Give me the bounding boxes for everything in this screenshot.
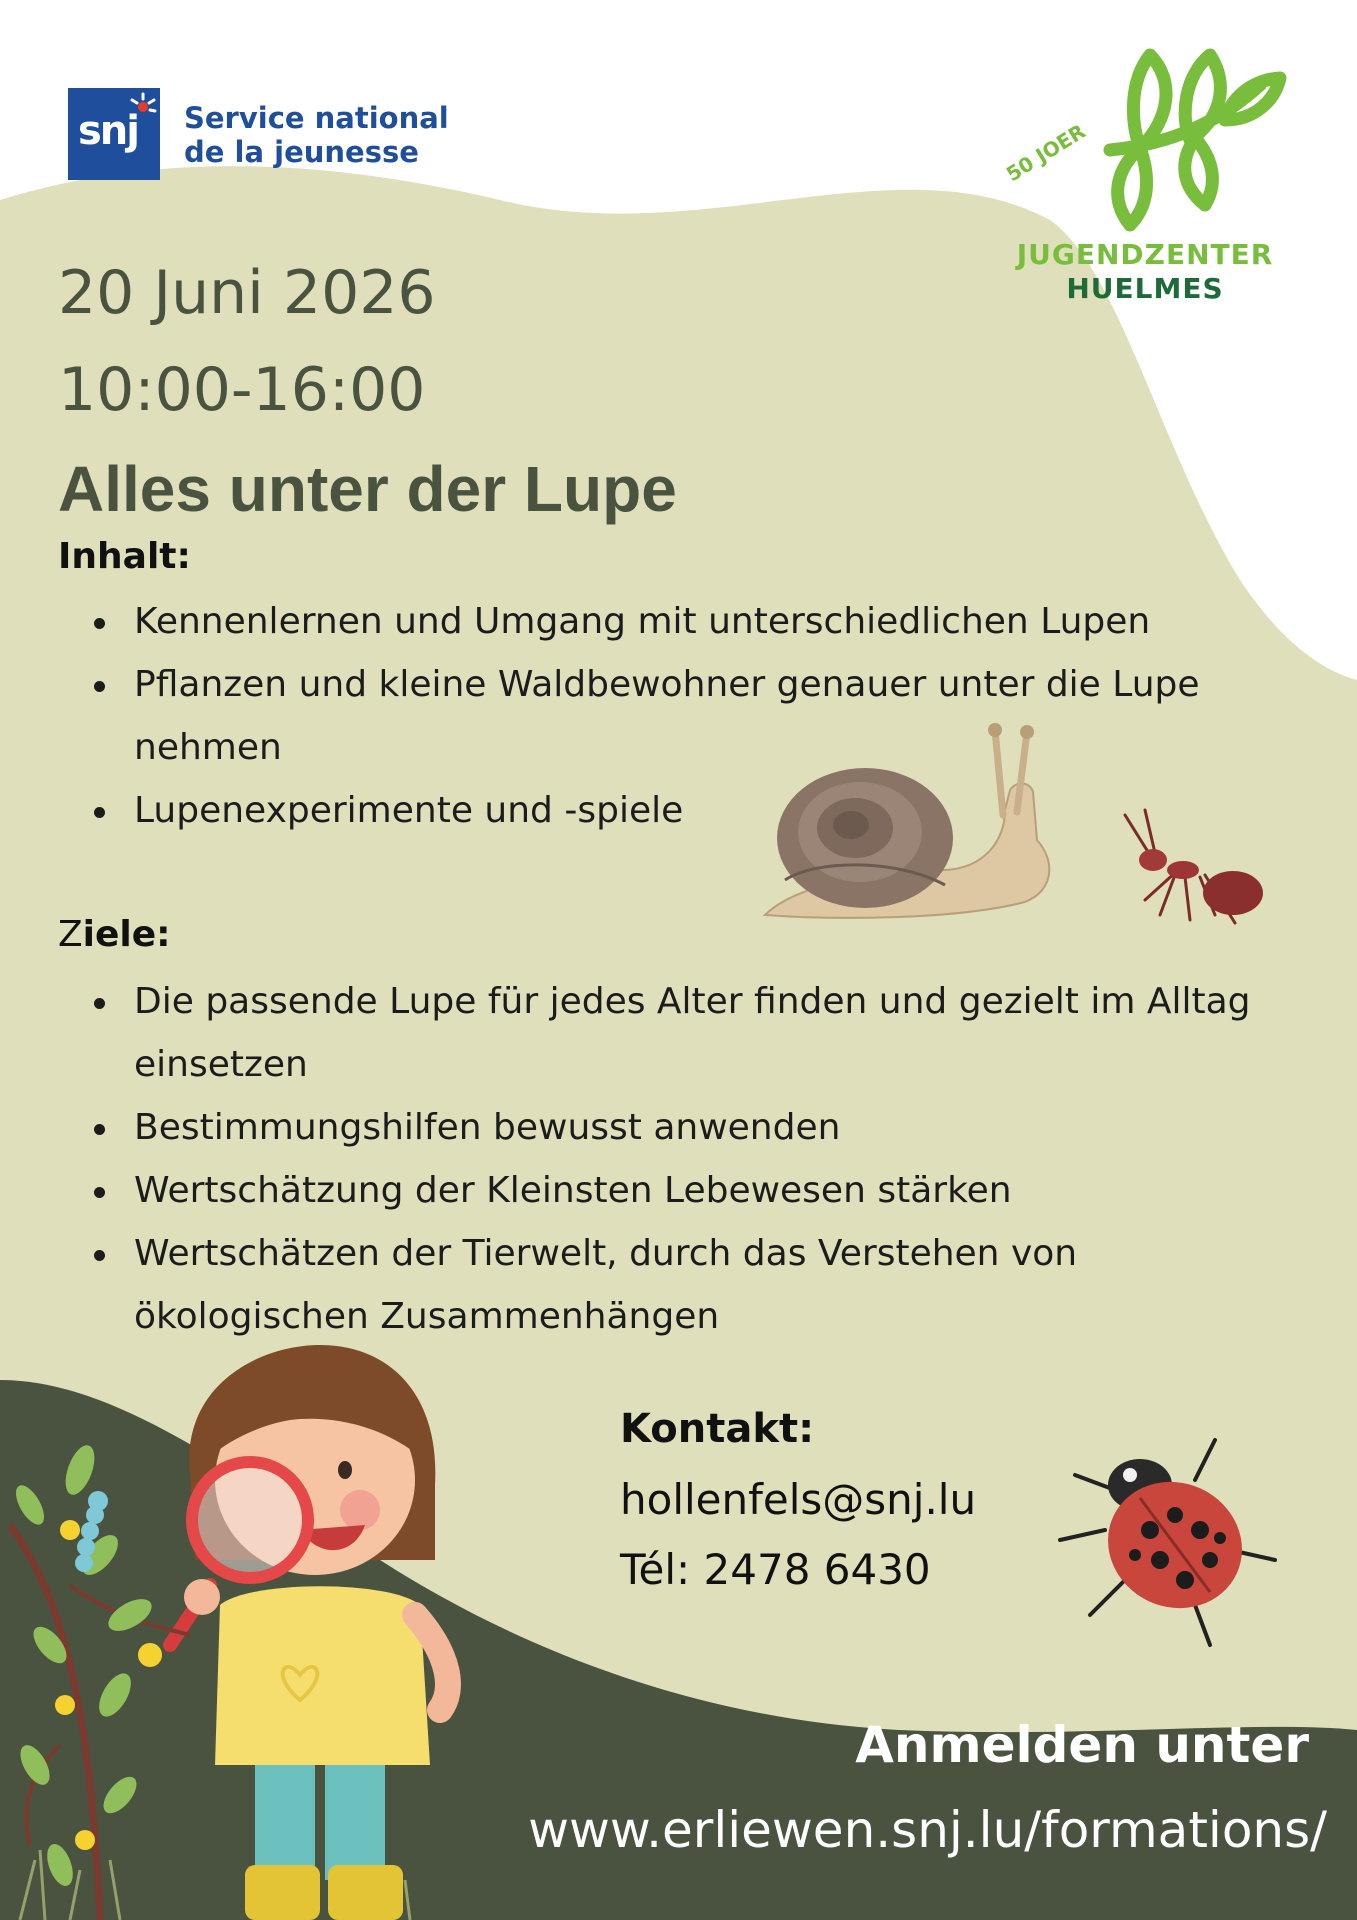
kontakt-heading: Kontakt: [620, 1406, 815, 1452]
registration-url-link[interactable]: www.erliewen.snj.lu/formations/ [528, 1801, 1327, 1859]
list-item: Kennenlernen und Umgang mit unterschiedlichen Lupen [94, 590, 1294, 653]
ziele-heading [58, 914, 171, 955]
jz-badge-text: 50 JOER [1001, 119, 1090, 187]
snj-name-line2: de la jeunesse [184, 135, 419, 169]
ziele-heading-first: Z [58, 914, 83, 955]
event-date: 20 Juni 2026 [58, 258, 436, 328]
registration-cta: Anmelden unter [855, 1716, 1309, 1774]
inhalt-heading: Inhalt: [58, 536, 191, 577]
ziele-list [94, 970, 1294, 1348]
snj-logo-icon [68, 88, 160, 180]
jugendzenter-name [1000, 238, 1290, 306]
leaf-branch-icon [990, 40, 1290, 240]
sun-sparkle-icon [128, 92, 158, 122]
list-item: Pflanzen und kleine Waldbewohner genauer unter die Lupe nehmen [94, 653, 1314, 779]
event-title: Alles unter der Lupe [58, 453, 677, 525]
flowering-plant-illustration [0, 1445, 210, 1920]
contact-phone: Tél: 2478 6430 [620, 1545, 931, 1594]
list-item: Wertschätzung der Kleinsten Lebewesen stärken [94, 1159, 1294, 1222]
snj-organization-name [184, 101, 449, 169]
list-item: Wertschätzen der Tierwelt, durch das Verstehen von ökologischen Zusammenhängen [94, 1222, 1214, 1348]
list-item: Die passende Lupe für jedes Alter finden und gezielt im Alltag einsetzen [94, 970, 1284, 1096]
list-item: Bestimmungshilfen bewusst anwenden [94, 1096, 1294, 1159]
snj-name-line1: Service national [184, 101, 449, 135]
ant-illustration [1105, 805, 1275, 935]
snj-logo-text: snj [78, 108, 138, 154]
snail-illustration [755, 720, 1065, 930]
jz-name-line2: HUELMES [1066, 272, 1224, 305]
jz-name-line1: JUGENDZENTER [1016, 238, 1274, 271]
list-item: Lupenexperimente und -spiele [94, 779, 1294, 842]
ladybug-illustration [1045, 1420, 1285, 1660]
contact-email-link[interactable]: hollenfels@snj.lu [620, 1475, 977, 1524]
event-time: 10:00-16:00 [58, 355, 426, 425]
ziele-heading-rest: iele: [82, 914, 171, 955]
